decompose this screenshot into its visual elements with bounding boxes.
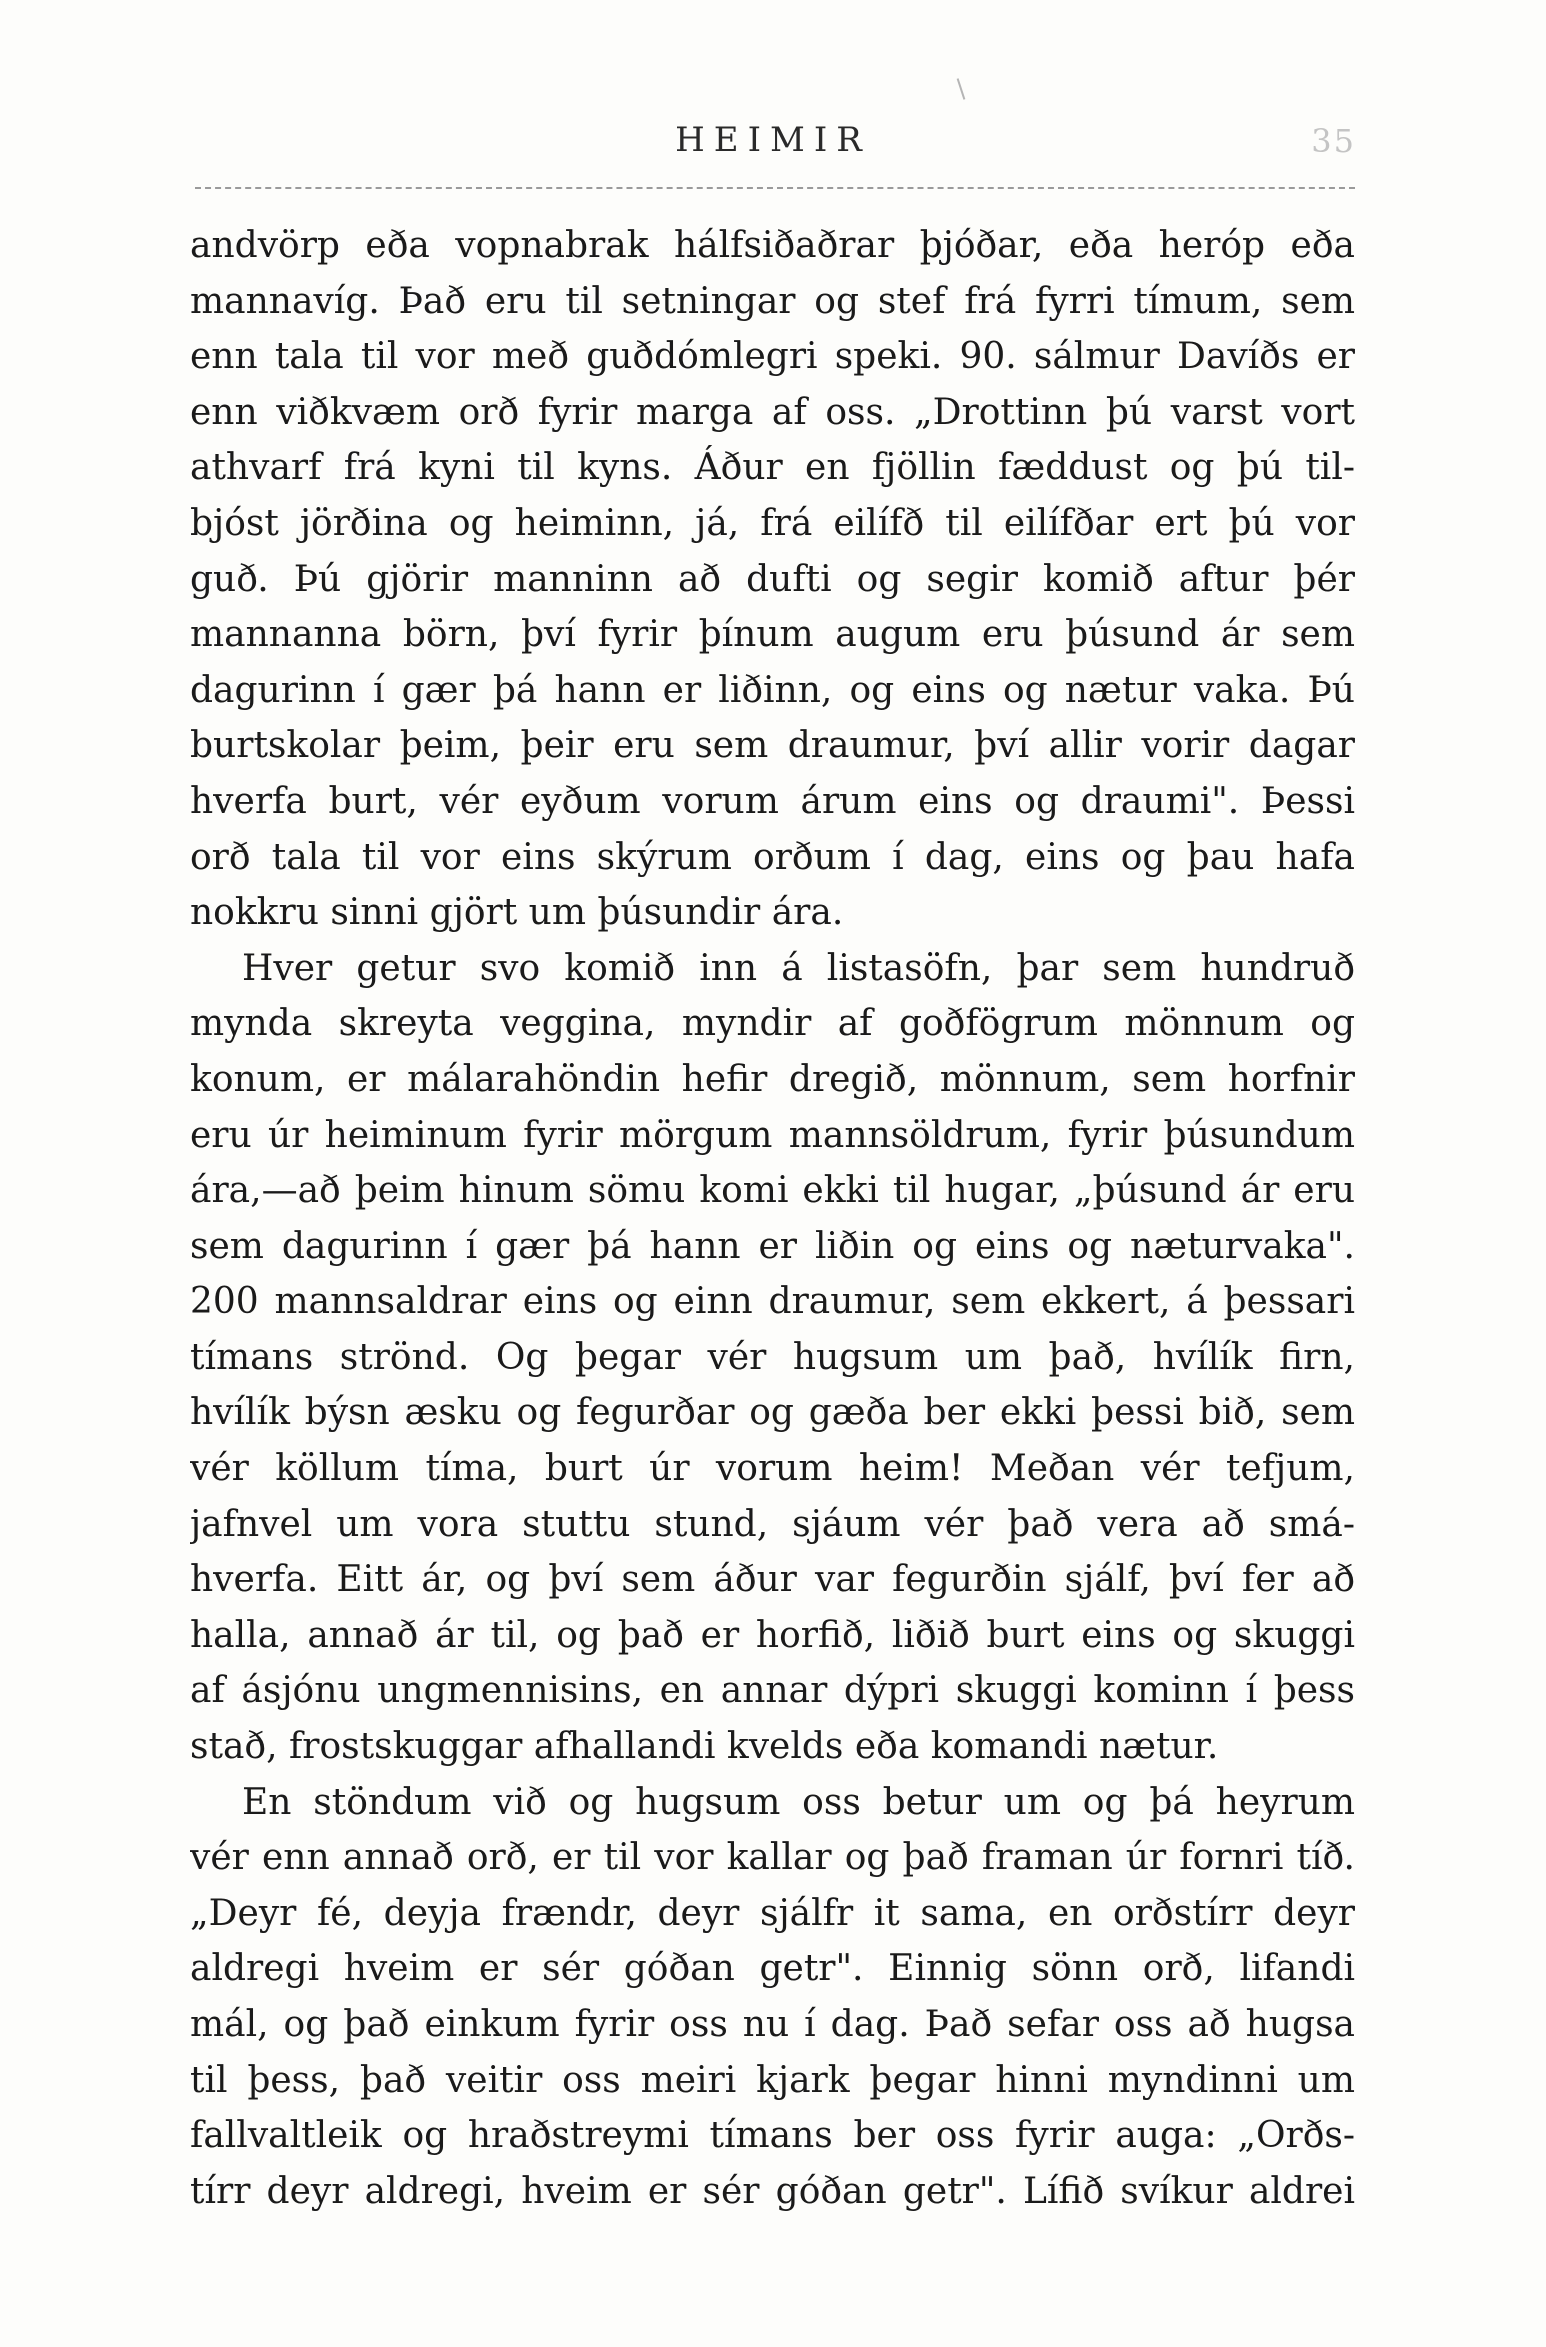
text-line: mynda skreyta veggina, myndir af goðfögrum mönnum og bbox=[190, 1003, 1355, 1045]
text-line: konum, er málarahöndin hefir dregið, mönnum, sem horfnir bbox=[190, 1058, 1355, 1100]
header-rule bbox=[195, 187, 1355, 189]
text-line: halla, annað ár til, og það er horfið, liðið burt eins og skuggi bbox=[190, 1614, 1355, 1656]
text-line: andvörp eða vopnabrak hálfsiðaðrar þjóðar, eða heróp eða bbox=[190, 225, 1355, 266]
text-line: mannavíg. Það eru til setningar og stef frá fyrri tímum, sem bbox=[190, 280, 1355, 322]
text-line: „Deyr fé, deyja frændr, deyr sjálfr it sama, en orðstírr deyr bbox=[190, 1892, 1355, 1934]
text-line: tímans strönd. Og þegar vér hugsum um það, hvílík firn, bbox=[190, 1336, 1355, 1378]
text-line: 200 mannsaldrar eins og einn draumur, sem ekkert, á þessari bbox=[190, 1281, 1355, 1323]
text-line: fallvaltleik og hraðstreymi tímans ber oss fyrir auga: „Orðs- bbox=[190, 2115, 1355, 2157]
text-line: burtskolar þeim, þeir eru sem draumur, því allir vorir dagar bbox=[190, 725, 1355, 767]
running-title: HEIMIR bbox=[675, 120, 871, 160]
text-line: til þess, það veitir oss meiri kjark þegar hinni myndinni um bbox=[190, 2059, 1355, 2101]
text-line: eru úr heiminum fyrir mörgum mannsöldrum, fyrir þúsundum bbox=[190, 1114, 1355, 1156]
text-line: enn viðkvæm orð fyrir marga af oss. „Drottinn þú varst vort bbox=[190, 391, 1355, 433]
text-line: jafnvel um vora stuttu stund, sjáum vér það vera að smá- bbox=[190, 1503, 1355, 1545]
text-line: stað, frostskuggar afhallandi kvelds eða komandi nætur. bbox=[190, 1726, 1219, 1768]
text-line: mannanna börn, því fyrir þínum augum eru þúsund ár sem bbox=[190, 614, 1355, 656]
text-line: athvarf frá kyni til kyns. Áður en fjöllin fæddust og þú til- bbox=[190, 447, 1355, 489]
text-line: guð. Þú gjörir manninn að dufti og segir komið aftur þér bbox=[190, 558, 1355, 600]
text-line: sem dagurinn í gær þá hann er liðin og eins og næturvaka". bbox=[190, 1225, 1355, 1267]
stray-ink-mark bbox=[957, 78, 966, 100]
text-line: ára,—að þeim hinum sömu komi ekki til hugar, „þúsund ár eru bbox=[190, 1170, 1355, 1212]
text-line: bjóst jörðina og heiminn, já, frá eilífð til eilífðar ert þú vor bbox=[190, 502, 1355, 544]
text-line: Hver getur svo komið inn á listasöfn, þar sem hundruð bbox=[242, 947, 1355, 989]
text-line: tírr deyr aldregi, hveim er sér góðan getr". Lífið svíkur aldrei bbox=[190, 2170, 1355, 2212]
text-line: aldregi hveim er sér góðan getr". Einnig sönn orð, lifandi bbox=[190, 1948, 1355, 1990]
page-number: 35 bbox=[1311, 122, 1356, 160]
text-line: hverfa burt, vér eyðum vorum árum eins og draumi". Þessi bbox=[190, 780, 1355, 822]
text-line: enn tala til vor með guðdómlegri speki. 90. sálmur Davíðs er bbox=[190, 336, 1355, 378]
text-line: hverfa. Eitt ár, og því sem áður var fegurðin sjálf, því fer að bbox=[190, 1559, 1355, 1601]
text-line: En stöndum við og hugsum oss betur um og þá heyrum bbox=[242, 1781, 1355, 1823]
text-line: dagurinn í gær þá hann er liðinn, og eins og nætur vaka. Þú bbox=[190, 669, 1355, 711]
text-line: af ásjónu ungmennisins, en annar dýpri skuggi kominn í þess bbox=[190, 1670, 1355, 1712]
page-header bbox=[0, 110, 1546, 170]
text-line: vér köllum tíma, burt úr vorum heim! Meðan vér tefjum, bbox=[190, 1448, 1355, 1490]
text-line: nokkru sinni gjört um þúsundir ára. bbox=[190, 892, 844, 934]
text-line: mál, og það einkum fyrir oss nu í dag. Það sefar oss að hugsa bbox=[190, 2004, 1355, 2045]
text-line: hvílík býsn æsku og fegurðar og gæða ber ekki þessi bið, sem bbox=[190, 1392, 1355, 1434]
text-line: vér enn annað orð, er til vor kallar og það framan úr fornri tíð. bbox=[190, 1837, 1355, 1879]
body-text bbox=[190, 218, 1355, 2219]
text-line: orð tala til vor eins skýrum orðum í dag, eins og þau hafa bbox=[190, 836, 1355, 878]
